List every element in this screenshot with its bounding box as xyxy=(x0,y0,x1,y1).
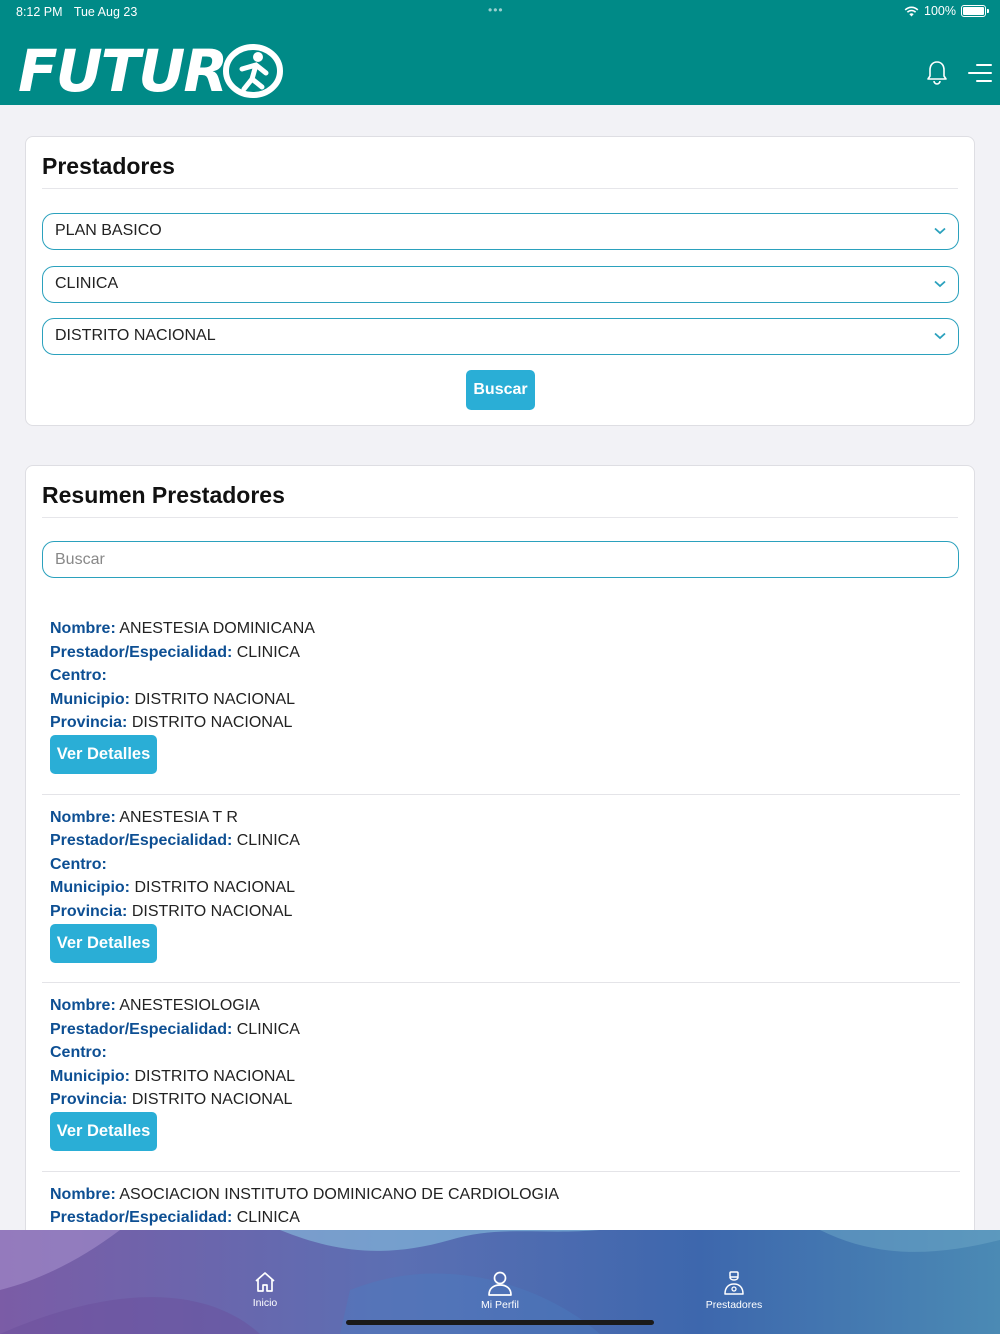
entry-centro-line xyxy=(50,1044,107,1062)
entry-nombre-label: Nombre: xyxy=(50,997,116,1014)
nav-item-inicio[interactable] xyxy=(215,1270,315,1309)
entry-provincia-line xyxy=(50,903,292,921)
doctor-icon xyxy=(722,1270,746,1296)
logo-figure-icon xyxy=(222,43,284,99)
entry-municipio-label: Municipio: xyxy=(50,1067,130,1085)
entry-nombre-value: ANESTESIA DOMINICANA xyxy=(119,620,315,637)
entry-prestador-value: CLINICA xyxy=(236,832,300,849)
entry-nombre-line xyxy=(50,997,260,1015)
title-divider xyxy=(42,188,958,189)
view-details-button[interactable]: Ver Detalles xyxy=(50,1112,157,1151)
view-details-button[interactable]: Ver Detalles xyxy=(50,735,157,774)
entry-municipio-value: DISTRITO NACIONAL xyxy=(134,879,296,896)
nav-item-prestadores[interactable] xyxy=(684,1270,784,1311)
entry-nombre-value: ANESTESIOLOGIA xyxy=(119,997,260,1014)
multitasking-dots-icon[interactable]: ••• xyxy=(488,3,504,17)
location-select[interactable] xyxy=(42,318,959,355)
nav-item-mi-perfil[interactable] xyxy=(450,1270,550,1311)
provider-entry xyxy=(26,795,976,984)
entry-prestador-label: Prestador/Especialidad: xyxy=(50,1020,233,1038)
home-indicator[interactable] xyxy=(346,1320,654,1325)
entry-provincia-label: Provincia: xyxy=(50,1091,128,1108)
entry-provincia-value: DISTRITO NACIONAL xyxy=(131,1091,293,1108)
entry-nombre-line xyxy=(50,809,238,827)
entry-nombre-line xyxy=(50,620,315,638)
entry-provincia-label: Provincia: xyxy=(50,714,128,731)
entry-prestador-line xyxy=(50,644,300,662)
search-button[interactable]: Buscar xyxy=(466,370,535,410)
logo-text: FUTUR xyxy=(18,37,227,105)
entry-prestador-label: Prestador/Especialidad: xyxy=(50,1209,233,1226)
entry-prestador-value: CLINICA xyxy=(236,643,300,661)
entry-prestador-line xyxy=(50,1209,300,1227)
plan-select-value: PLAN BASICO xyxy=(55,222,162,239)
plan-select[interactable] xyxy=(42,213,959,250)
entry-nombre-value: ANESTESIA T R xyxy=(119,808,238,826)
location-select-value: DISTRITO NACIONAL xyxy=(55,327,216,344)
search-input[interactable] xyxy=(42,541,959,578)
chevron-down-icon xyxy=(934,280,946,288)
futuro-logo xyxy=(18,38,284,104)
provider-entry xyxy=(26,983,976,1172)
entry-prestador-value: CLINICA xyxy=(236,1020,300,1038)
provider-list xyxy=(26,606,976,1334)
entry-centro-label: Centro: xyxy=(50,1044,107,1061)
type-select-value: CLINICA xyxy=(55,275,119,292)
status-bar xyxy=(0,0,1000,24)
entry-nombre-label: Nombre: xyxy=(50,620,116,637)
entry-municipio-value: DISTRITO NACIONAL xyxy=(134,1067,296,1085)
entry-centro-line xyxy=(50,667,107,685)
entry-nombre-line xyxy=(50,1186,559,1204)
entry-centro-line xyxy=(50,856,107,874)
nav-label-inicio: Inicio xyxy=(252,1297,278,1309)
chevron-down-icon xyxy=(934,332,946,340)
entry-prestador-line xyxy=(50,832,300,850)
entry-municipio-line xyxy=(50,879,295,897)
entry-prestador-label: Prestador/Especialidad: xyxy=(50,832,233,849)
battery-percent: 100% xyxy=(924,4,956,18)
entry-nombre-label: Nombre: xyxy=(50,808,116,826)
bottom-nav xyxy=(0,1230,1000,1334)
entry-provincia-value: DISTRITO NACIONAL xyxy=(131,714,293,731)
entry-provincia-label: Provincia: xyxy=(50,902,128,920)
chevron-down-icon xyxy=(934,227,946,235)
user-icon xyxy=(487,1270,513,1296)
type-select[interactable] xyxy=(42,266,959,303)
wifi-icon xyxy=(904,6,919,17)
entry-nombre-value: ASOCIACION INSTITUTO DOMINICANO DE CARDIOLOGIA xyxy=(119,1185,560,1203)
status-date: Tue Aug 23 xyxy=(73,5,138,19)
entry-municipio-value: DISTRITO NACIONAL xyxy=(134,690,296,708)
entry-nombre-label: Nombre: xyxy=(50,1185,116,1203)
status-time: 8:12 PM xyxy=(16,5,63,19)
menu-icon[interactable] xyxy=(967,62,993,84)
home-icon xyxy=(253,1270,277,1294)
filters-title: Prestadores xyxy=(42,153,175,179)
entry-municipio-line xyxy=(50,691,295,709)
view-details-button[interactable]: Ver Detalles xyxy=(50,924,157,963)
battery-icon xyxy=(961,5,986,17)
entry-prestador-line xyxy=(50,1021,300,1039)
summary-card xyxy=(25,465,975,1265)
nav-label-prestadores: Prestadores xyxy=(705,1299,763,1311)
entry-municipio-line xyxy=(50,1068,295,1086)
entry-centro-label: Centro: xyxy=(50,667,107,684)
bell-icon[interactable] xyxy=(926,60,948,86)
title-divider xyxy=(42,517,958,518)
nav-label-mi-perfil: Mi Perfil xyxy=(481,1299,519,1311)
entry-provincia-line xyxy=(50,1091,292,1109)
summary-title: Resumen Prestadores xyxy=(42,482,285,508)
entry-provincia-value: DISTRITO NACIONAL xyxy=(131,902,293,920)
app-header xyxy=(0,0,1000,105)
filters-card xyxy=(25,136,975,426)
entry-municipio-label: Municipio: xyxy=(50,879,130,896)
entry-centro-label: Centro: xyxy=(50,855,107,873)
entry-prestador-label: Prestador/Especialidad: xyxy=(50,643,233,661)
provider-entry xyxy=(26,606,976,795)
entry-municipio-label: Municipio: xyxy=(50,690,130,708)
entry-prestador-value: CLINICA xyxy=(236,1209,300,1226)
entry-provincia-line xyxy=(50,714,292,732)
